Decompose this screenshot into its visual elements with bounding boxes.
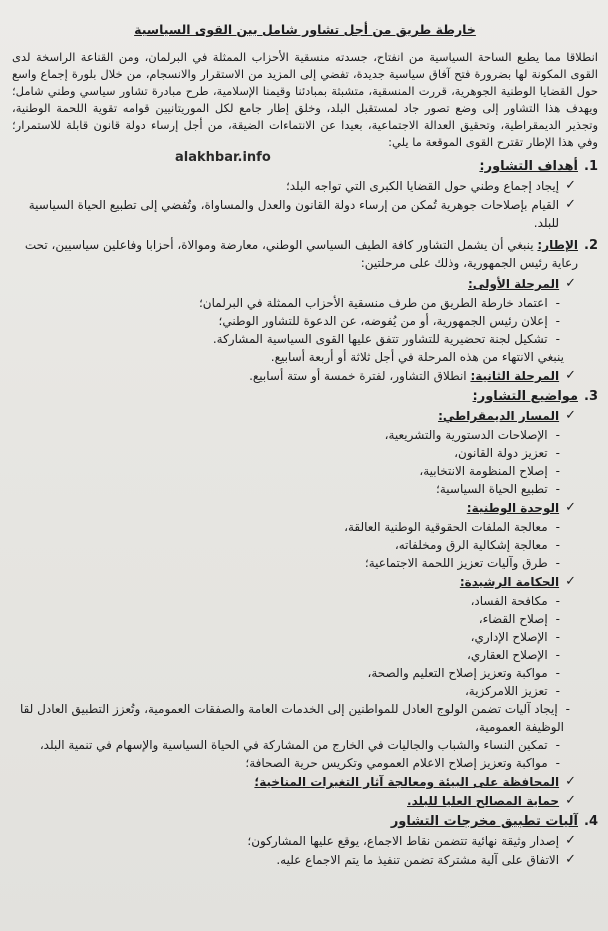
checkmark-icon: ✓ <box>565 500 576 515</box>
list-item-text: الإصلاح العقاري، <box>467 648 548 662</box>
section-framework <box>12 236 598 385</box>
list-item <box>12 518 560 536</box>
list-item-text: اعتماد خارطة الطريق من طرف منسقية الأحزاب الممثلة في البرلمان؛ <box>198 296 548 310</box>
checkmark-icon: ✓ <box>565 197 576 212</box>
list-item-text: تطبيع الحياة السياسية؛ <box>436 482 548 496</box>
list-item-text: الإصلاحات الدستورية والتشريعية، <box>384 428 548 442</box>
dash-icon: - <box>555 684 560 698</box>
section-body <box>12 236 578 272</box>
topic-group-national-unity <box>12 499 576 517</box>
dash-icon: - <box>555 538 560 552</box>
checkmark-icon: ✓ <box>565 178 576 193</box>
phase-title: المرحلة الثانية: <box>470 369 560 383</box>
phase-note: ينبغي الانتهاء من هذه المرحلة في أجل ثلاثة أو أربعة أسابيع. <box>270 350 564 364</box>
section-number: 4. <box>584 814 598 829</box>
section-heading <box>12 236 598 272</box>
section-number: 3. <box>584 389 598 404</box>
list-item <box>12 754 560 772</box>
dash-icon: - <box>555 630 560 644</box>
dash-icon: - <box>555 314 560 328</box>
checkmark-icon: ✓ <box>565 574 576 589</box>
list-item-text: إعلان رئيس الجمهورية، أو من يُفوضه، عن الدعوة للتشاور الوطني؛ <box>218 314 548 328</box>
checkmark-icon: ✓ <box>565 852 576 867</box>
section-title: آليات تطبيق مخرجات التشاور <box>390 814 578 829</box>
list-item <box>12 554 560 572</box>
section-heading <box>12 814 598 829</box>
section-title: مواضيع التشاور: <box>472 389 578 404</box>
list-item <box>12 294 560 312</box>
dash-icon: - <box>555 428 560 442</box>
list-item-text: إصلاح المنظومة الانتخابية، <box>419 464 548 478</box>
section-objectives <box>12 159 598 232</box>
topic-group-title: الوحدة الوطنية: <box>466 501 560 515</box>
list-item <box>12 628 560 646</box>
dash-icon: - <box>555 296 560 310</box>
list-item-text: معالجة الملفات الحقوقية الوطنية العالقة، <box>344 520 548 534</box>
topic-environment <box>12 773 576 791</box>
list-item-text: الإصلاح الإداري، <box>470 630 548 644</box>
phase-title: المرحلة الأولى: <box>468 277 560 291</box>
list-item-text: طرق وآليات تعزيز اللحمة الاجتماعية؛ <box>364 556 548 570</box>
dash-icon: - <box>555 332 560 346</box>
list-item <box>12 196 576 232</box>
list-item-text: تعزيز اللامركزية، <box>464 684 548 698</box>
list-item <box>12 736 560 754</box>
topic-group-title: الحكامة الرشيدة: <box>459 575 560 589</box>
list-item <box>12 592 560 610</box>
list-item <box>12 330 560 348</box>
list-item <box>12 851 576 869</box>
dash-icon: - <box>555 594 560 608</box>
list-item <box>12 177 576 195</box>
checkmark-icon: ✓ <box>565 833 576 848</box>
list-item-text: مواكبة وتعزيز إصلاح الاعلام العمومي وتكريس حرية الصحافة؛ <box>245 756 548 770</box>
list-item <box>12 646 560 664</box>
section-title: أهداف التشاور: <box>479 159 578 174</box>
list-item-text: القيام بإصلاحات جوهرية تُمكن من إرساء دولة القانون والعدل والمساواة، وتُفضي إلى تطبيع الحياة السياسية للبلد. <box>28 198 560 230</box>
dash-icon: - <box>555 556 560 570</box>
dash-icon: - <box>555 464 560 478</box>
list-item <box>12 664 560 682</box>
watermark: alakhbar.info <box>175 150 271 165</box>
checkmark-icon: ✓ <box>565 276 576 291</box>
list-item <box>12 426 560 444</box>
topic-text: حماية المصالح العليا للبلد. <box>407 794 560 808</box>
dash-icon: - <box>565 702 570 716</box>
list-item-text: معالجة إشكالية الرق ومخلفاته، <box>394 538 548 552</box>
list-item <box>12 444 560 462</box>
section-number: 2. <box>584 238 598 253</box>
list-item-text: الاتفاق على آلية مشتركة تضمن تنفيذ ما يتم الاجماع عليه. <box>276 853 560 867</box>
list-item-continuation: الوظيفة العمومية، <box>475 720 564 734</box>
dash-icon: - <box>555 756 560 770</box>
list-item <box>12 700 570 718</box>
list-item-text: مكافحة الفساد، <box>470 594 548 608</box>
phase-two <box>12 367 576 385</box>
checkmark-icon: ✓ <box>565 793 576 808</box>
checkmark-icon: ✓ <box>565 368 576 383</box>
topic-text: المحافظة على البيئة ومعالجة آثار التغيرات المناخية؛ <box>254 775 560 789</box>
list-item <box>12 610 560 628</box>
section-heading <box>12 389 598 404</box>
list-item <box>12 462 560 480</box>
section-number: 1. <box>584 159 598 174</box>
section-heading <box>12 159 598 174</box>
list-item <box>12 682 560 700</box>
list-item <box>12 312 560 330</box>
dash-icon: - <box>555 612 560 626</box>
dash-icon: - <box>555 648 560 662</box>
topic-group-democracy <box>12 407 576 425</box>
list-item-text: تشكيل لجنة تحضيرية للتشاور تتفق عليها القوى السياسية المشاركة. <box>212 332 548 346</box>
list-item-text: إيجاد إجماع وطني حول القضايا الكبرى التي تواجه البلد؛ <box>285 179 560 193</box>
section-text: ينبغي أن يشمل التشاور كافة الطيف السياسي الوطني، معارضة وموالاة، أحزابا وفاعلين سياسيين، تحت رعاية رئيس الجمهورية، وذلك على مرحلتين: <box>24 238 578 270</box>
dash-icon: - <box>555 520 560 534</box>
list-item <box>12 832 576 850</box>
phase-one <box>12 275 576 293</box>
list-item-text: إصلاح القضاء، <box>478 612 548 626</box>
topic-group-title: المسار الديمقراطي: <box>438 409 560 423</box>
list-item-text: إصدار وثيقة نهائية تتضمن نقاط الاجماع، يوقع عليها المشاركون؛ <box>247 834 560 848</box>
dash-icon: - <box>555 738 560 752</box>
section-mechanisms <box>12 814 598 869</box>
list-item-text: تعزيز دولة القانون، <box>454 446 548 460</box>
phase-text: انطلاق التشاور، لفترة خمسة أو ستة أسابيع. <box>249 369 467 383</box>
dash-icon: - <box>555 666 560 680</box>
section-title: الإطار: <box>537 238 578 252</box>
list-item-text: مواكبة وتعزيز إصلاح التعليم والصحة، <box>367 666 548 680</box>
topic-national-interest <box>12 792 576 810</box>
topic-group-governance <box>12 573 576 591</box>
dash-icon: - <box>555 446 560 460</box>
list-item-text: إيجاد آليات تضمن الولوج العادل للمواطنين إلى الخدمات العامة والصفقات العمومية، وتُعزز التطبيق العادل لقا <box>19 702 558 716</box>
intro-paragraph: انطلاقا مما يطبع الساحة السياسية من انفتاح، جسدته منسقية الأحزاب الممثلة في البرلمان، ومن القناعة الراسخة لدى القوى المكونة لها بضرورة فتح آفاق سياسية جديدة، تفضي إلى المزيد من الاستقرار والانسجام، من خلال بلورة إجماع واسع حول القضايا الوطنية الجوهرية، قررت المنسقية، متشبثة بمبادئنا وقيمنا الإسلامية، طرح مبادرة تشاور سياسي وطني شامل؛ ويهدف هذا التشاور إلى وضع تصور جاد لمستقبل البلد، وخلق إطار جامع لكل الموريتانيين قوامه تقوية اللحمة الوطنية، وتجذير الديمقراطية، وتحقيق العدالة الاجتماعية، بعيدا عن الانتماءات الضيقة، من أجل إرساء دولة قانون قابلة للاستمرار؛ وفي هذا الإطار تقترح القوى الموقعة ما يلي: <box>12 50 598 149</box>
dash-icon: - <box>555 482 560 496</box>
document-title: خارطة طريق من أجل تشاور شامل بين القوى السياسية <box>134 22 476 37</box>
list-item <box>12 536 560 554</box>
list-item-text: تمكين النساء والشباب والجاليات في الخارج من المشاركة في الحياة السياسية والإسهام في تنمية البلد، <box>39 738 548 752</box>
checkmark-icon: ✓ <box>565 774 576 789</box>
checkmark-icon: ✓ <box>565 408 576 423</box>
section-topics <box>12 389 598 810</box>
list-item <box>12 480 560 498</box>
